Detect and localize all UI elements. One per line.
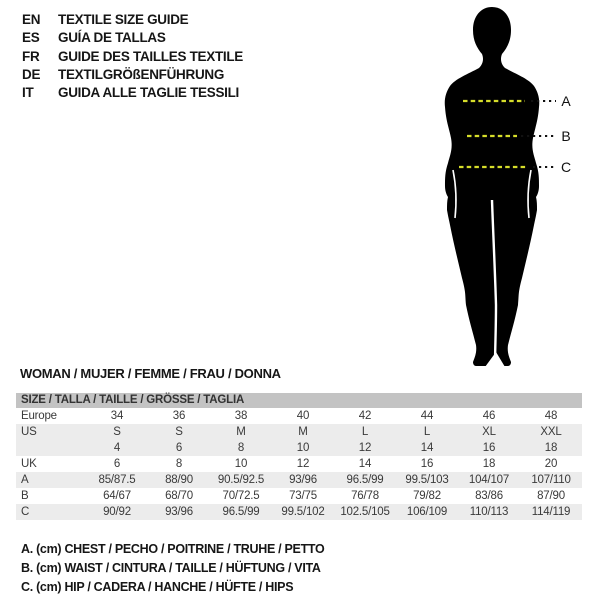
size-cell: 102.5/105: [340, 506, 390, 518]
size-cell: 83/86: [475, 490, 503, 502]
size-cell: 16: [482, 442, 496, 454]
size-cell: 73/75: [289, 490, 317, 502]
size-cell: L: [423, 426, 431, 438]
size-cell: S: [175, 426, 183, 438]
size-cell: 48: [544, 410, 558, 422]
row-label: [16, 440, 86, 456]
table-row-us-letters: [16, 424, 582, 440]
size-cell: 87/90: [537, 490, 565, 502]
size-table: [16, 393, 582, 520]
language-title: TEXTILE SIZE GUIDE: [58, 12, 189, 27]
language-code: IT: [22, 85, 34, 101]
woman-silhouette: [445, 7, 540, 366]
language-code: ES: [22, 30, 40, 46]
measure-label-c: C: [560, 159, 572, 175]
table-row-uk: [16, 456, 582, 472]
size-cell: 18: [544, 442, 558, 454]
language-code: FR: [22, 48, 40, 64]
size-cell: 6: [175, 442, 183, 454]
language-title: TEXTILGRÖßENFÜHRUNG: [58, 66, 225, 82]
size-cell: 10: [234, 458, 248, 470]
measurement-footnotes: [21, 540, 324, 596]
table-row-europe: [16, 408, 582, 424]
row-label: C: [21, 506, 30, 518]
size-cell: 36: [172, 410, 186, 422]
section-title: WOMAN / MUJER / FEMME / FRAU / DONNA: [20, 366, 281, 381]
size-cell: 96.5/99: [222, 506, 260, 518]
size-cell: 99.5/102: [281, 506, 325, 518]
size-cell: 40: [296, 410, 310, 422]
size-cell: 85/87.5: [98, 474, 136, 486]
table-header-bar: SIZE / TALLA / TAILLE / GRÖSSE / TAGLIA: [16, 393, 582, 408]
size-cell: 34: [110, 410, 124, 422]
size-cell: 44: [420, 410, 434, 422]
footnote-waist: B. (cm) WAIST / CINTURA / TAILLE / HÜFTUNG / VITA: [21, 560, 321, 575]
measure-label-a: A: [561, 93, 571, 109]
size-cell: 64/67: [103, 490, 131, 502]
size-cell: M: [298, 426, 308, 438]
size-cell: 8: [175, 458, 183, 470]
size-cell: 99.5/103: [405, 474, 449, 486]
size-cell: 42: [358, 410, 372, 422]
size-cell: 38: [234, 410, 248, 422]
size-cell: 106/109: [406, 506, 448, 518]
footnote-hip: C. (cm) HIP / CADERA / HANCHE / HÜFTE / HIPS: [21, 579, 294, 594]
language-code: EN: [22, 12, 41, 27]
size-cell: 90.5/92.5: [217, 474, 265, 486]
size-cell: 10: [296, 442, 310, 454]
size-cell: 14: [358, 458, 372, 470]
table-row-us-numbers: [16, 440, 582, 456]
row-label: US: [21, 426, 37, 438]
size-cell: 4: [113, 442, 121, 454]
size-cell: 70/72.5: [222, 490, 260, 502]
size-cell: 104/107: [468, 474, 510, 486]
size-cell: 18: [482, 458, 496, 470]
size-cell: 68/70: [165, 490, 193, 502]
size-cell: 14: [420, 442, 434, 454]
row-label: B: [21, 490, 29, 502]
size-cell: 12: [358, 442, 372, 454]
size-cell: XXL: [540, 426, 562, 438]
size-cell: 20: [544, 458, 558, 470]
size-cell: 46: [482, 410, 496, 422]
row-label: UK: [21, 458, 37, 470]
table-row-waist-b: [16, 488, 582, 504]
size-cell: 93/96: [165, 506, 193, 518]
size-cell: 79/82: [413, 490, 441, 502]
size-cell: 90/92: [103, 506, 131, 518]
language-code: DE: [22, 66, 41, 82]
measure-label-b: B: [561, 128, 571, 144]
size-cell: 96.5/99: [346, 474, 384, 486]
language-title: GUIDA ALLE TAGLIE TESSILI: [58, 85, 239, 101]
row-label: Europe: [21, 410, 57, 422]
size-cell: 8: [237, 442, 245, 454]
size-cell: 114/119: [531, 506, 571, 518]
size-cell: M: [236, 426, 246, 438]
size-cell: 110/113: [469, 506, 509, 518]
table-row-hip-c: [16, 504, 582, 520]
row-label: A: [21, 474, 29, 486]
size-cell: 107/110: [531, 474, 571, 486]
size-cell: 12: [296, 458, 310, 470]
size-cell: 16: [420, 458, 434, 470]
table-row-chest-a: [16, 472, 582, 488]
size-cell: 93/96: [289, 474, 317, 486]
language-title: GUÍA DE TALLAS: [58, 30, 166, 46]
language-title: GUIDE DES TAILLES TEXTILE: [58, 48, 244, 64]
size-cell: XL: [482, 426, 496, 438]
size-cell: S: [113, 426, 121, 438]
size-cell: 76/78: [351, 490, 379, 502]
size-cell: 88/90: [165, 474, 193, 486]
size-cell: L: [361, 426, 369, 438]
footnote-chest: A. (cm) CHEST / PECHO / POITRINE / TRUHE / PETTO: [21, 542, 325, 556]
size-cell: 6: [113, 458, 121, 470]
